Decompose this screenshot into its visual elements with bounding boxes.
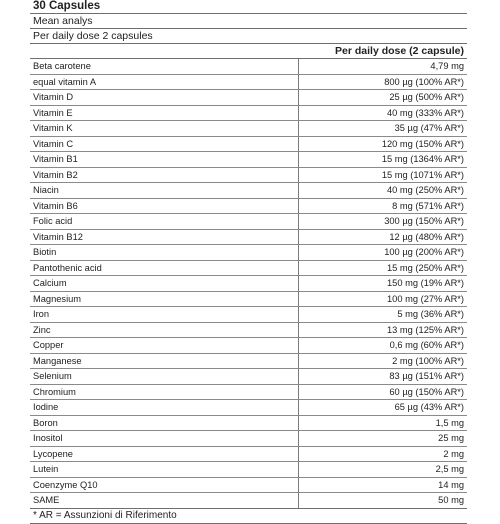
nutrient-amount: 13 mg (125% AR*): [298, 323, 467, 338]
nutrient-name: SAME: [33, 495, 60, 505]
table-row: [30, 385, 467, 401]
daily-dose-label: Per daily dose 2 capsules: [30, 29, 467, 44]
footnote: * AR = Assunzioni di Riferimento: [30, 509, 467, 524]
nutrient-amount: 4,79 mg: [298, 59, 467, 74]
table-row: [30, 431, 467, 447]
table-row: [30, 307, 467, 323]
nutrient-name: Vitamin B1: [33, 154, 78, 164]
nutrient-amount: 8 mg (571% AR*): [298, 199, 467, 214]
analysis-label: Mean analys: [30, 14, 467, 29]
table-row: [30, 447, 467, 463]
nutrient-amount: 25 µg (500% AR*): [298, 90, 467, 105]
nutrient-name: Iodine: [33, 402, 59, 412]
nutrient-amount: 25 mg: [298, 431, 467, 446]
nutrient-amount: 50 mg: [298, 493, 467, 508]
table-row: [30, 462, 467, 478]
table-row: [30, 230, 467, 246]
nutrient-name: Lycopene: [33, 448, 73, 459]
table-row: [30, 214, 467, 230]
table-row: [30, 400, 467, 416]
nutrient-name: Iron: [33, 309, 50, 319]
table-row: [30, 478, 467, 494]
nutrient-amount: 35 µg (47% AR*): [298, 121, 467, 136]
table-row: [30, 292, 467, 308]
nutrient-amount: 100 mg (27% AR*): [298, 292, 467, 307]
nutrient-name: equal vitamin A: [33, 76, 97, 87]
table-row: [30, 183, 467, 199]
nutrient-amount: 120 mg (150% AR*): [298, 137, 467, 152]
table-row: [30, 106, 467, 122]
nutrient-name: Folic acid: [33, 216, 73, 226]
table-row: [30, 338, 467, 354]
nutrient-amount: 5 mg (36% AR*): [298, 307, 467, 322]
nutrient-name: Biotin: [33, 247, 57, 257]
nutrient-amount: 2 mg (100% AR*): [298, 354, 467, 369]
nutrient-name: Vitamin K: [33, 123, 73, 133]
nutrient-name: Beta carotene: [33, 61, 91, 71]
table-row: [30, 276, 467, 292]
table-row: [30, 493, 467, 508]
nutrient-name: Vitamin E: [33, 107, 73, 118]
nutrient-amount: 83 µg (151% AR*): [298, 369, 467, 384]
nutrient-amount: 40 mg (333% AR*): [298, 106, 467, 121]
product-title: 30 Capsules: [30, 0, 467, 14]
table-row: [30, 261, 467, 277]
nutrition-facts-panel: [30, 0, 467, 524]
nutrient-amount: 60 µg (150% AR*): [298, 385, 467, 400]
nutrient-name: Lutein: [33, 464, 59, 474]
nutrient-amount: 15 mg (250% AR*): [298, 261, 467, 276]
table-row: [30, 323, 467, 339]
nutrient-name: Vitamin D: [33, 92, 74, 102]
nutrient-name: Zinc: [33, 324, 51, 335]
nutrient-name: Inositol: [33, 433, 63, 443]
nutrient-table: [30, 59, 467, 509]
nutrient-name: Calcium: [33, 278, 67, 288]
nutrient-name: Selenium: [33, 371, 72, 381]
nutrient-amount: 65 µg (43% AR*): [298, 400, 467, 415]
nutrient-name: Boron: [33, 417, 58, 428]
nutrient-name: Vitamin B6: [33, 200, 78, 211]
nutrient-amount: 12 µg (480% AR*): [298, 230, 467, 245]
value-column-header: Per daily dose (2 capsule): [335, 45, 464, 57]
nutrient-name: Vitamin B12: [33, 231, 83, 242]
table-row: [30, 416, 467, 432]
nutrient-name: Manganese: [33, 355, 82, 366]
table-row: [30, 245, 467, 261]
nutrient-amount: 40 mg (250% AR*): [298, 183, 467, 198]
table-row: [30, 199, 467, 215]
nutrient-name: Coenzyme Q10: [33, 479, 98, 490]
nutrient-amount: 15 mg (1364% AR*): [298, 152, 467, 167]
table-row: [30, 59, 467, 75]
nutrient-amount: 1,5 mg: [298, 416, 467, 431]
nutrient-amount: 2 mg: [298, 447, 467, 462]
nutrient-name: Magnesium: [33, 293, 82, 304]
nutrient-amount: 14 mg: [298, 478, 467, 493]
table-row: [30, 121, 467, 137]
table-row: [30, 168, 467, 184]
nutrient-amount: 0,6 mg (60% AR*): [298, 338, 467, 353]
table-row: [30, 137, 467, 153]
nutrient-amount: 2,5 mg: [298, 462, 467, 477]
table-header: [30, 44, 467, 59]
nutrient-name: Vitamin B2: [33, 169, 78, 180]
nutrient-amount: 100 µg (200% AR*): [298, 245, 467, 260]
table-row: [30, 90, 467, 106]
nutrient-amount: 15 mg (1071% AR*): [298, 168, 467, 183]
table-row: [30, 369, 467, 385]
nutrient-name: Copper: [33, 340, 64, 350]
nutrient-amount: 150 mg (19% AR*): [298, 276, 467, 291]
nutrient-amount: 300 µg (150% AR*): [298, 214, 467, 229]
table-row: [30, 152, 467, 168]
table-row: [30, 75, 467, 91]
nutrient-name: Niacin: [33, 185, 59, 195]
table-row: [30, 354, 467, 370]
nutrient-name: Vitamin C: [33, 138, 74, 149]
nutrient-amount: 800 µg (100% AR*): [298, 75, 467, 90]
nutrient-name: Chromium: [33, 386, 76, 397]
nutrient-name: Pantothenic acid: [33, 262, 102, 273]
